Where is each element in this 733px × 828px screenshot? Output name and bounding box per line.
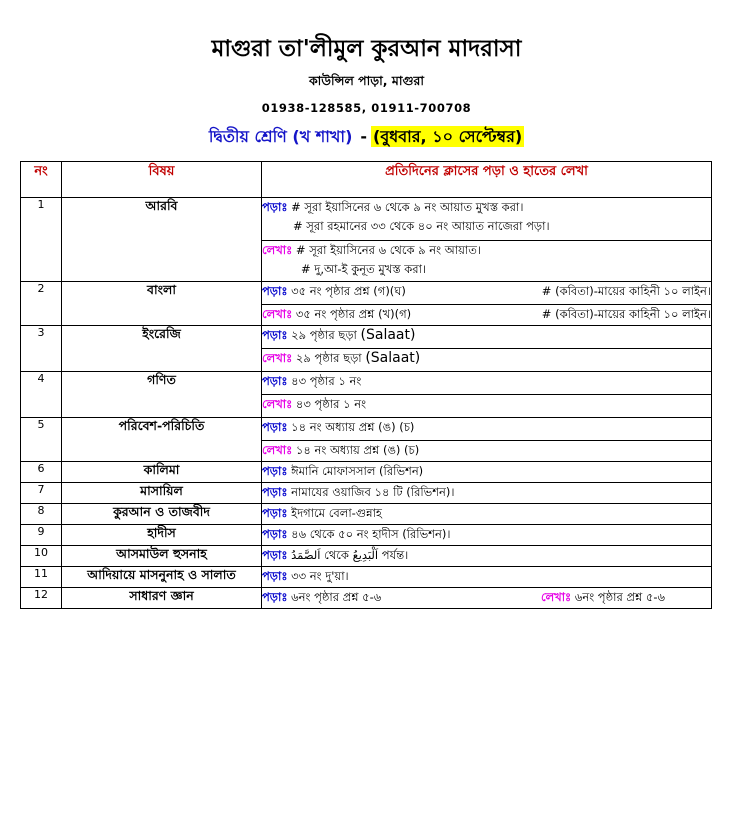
read-text: থেকে — [324, 548, 349, 562]
read-label: পড়াঃ — [262, 569, 288, 583]
table-row — [21, 525, 712, 546]
row-subject: আরবি — [62, 198, 262, 282]
row-subject: কুরআন ও তাজবীদ — [62, 504, 262, 525]
read-label: পড়াঃ — [262, 200, 288, 214]
row-no: 1 — [21, 198, 62, 282]
read-text: ২৯ পৃষ্ঠার ছড়া — [291, 328, 357, 342]
row-no: 9 — [21, 525, 62, 546]
write-text: ৩৫ নং পৃষ্ঠার প্রশ্ন (খ)(গ) — [295, 307, 412, 321]
read-text: ৩৩ নং দু'য়া। — [291, 569, 349, 583]
read-text: নামাযের ওয়াজিব ১৪ টি (রিভিশন)। — [291, 485, 455, 499]
write-label: লেখাঃ — [262, 443, 293, 457]
table-row — [21, 282, 712, 305]
read-label: পড়াঃ — [262, 485, 288, 499]
table-row — [21, 418, 712, 441]
read-label: পড়াঃ — [262, 527, 288, 541]
row-no: 12 — [21, 588, 62, 609]
read-text: ৪৬ থেকে ৫০ নং হাদীস (রিভিশন)। — [291, 527, 451, 541]
read-cell — [262, 282, 712, 305]
read-text: ঈমানি মোফাসসাল (রিভিশন) — [291, 464, 424, 478]
read-text: ৩৫ নং পৃষ্ঠার প্রশ্ন (গ)(ঘ) — [291, 284, 406, 298]
madrasa-address: কাউন্সিল পাড়া, মাগুরা — [308, 73, 425, 88]
write-label: লেখাঃ — [540, 590, 572, 604]
read-label: পড়াঃ — [262, 374, 288, 388]
table-header-row — [21, 162, 712, 198]
read-text: # সূরা রহমানের ৩৩ থেকে ৪০ নং আয়াত নাজেরা পড়া। — [293, 219, 550, 233]
read-cell — [262, 525, 712, 546]
write-cell — [262, 441, 712, 462]
row-subject: সাধারণ জ্ঞান — [62, 588, 262, 609]
read-text: ইদগামে বেলা-গুন্নাহ — [291, 506, 382, 520]
row-subject: পরিবেশ-পরিচিতি — [62, 418, 262, 462]
write-label: লেখাঃ — [262, 243, 293, 257]
row-subject: বাংলা — [62, 282, 262, 326]
table-row — [21, 504, 712, 525]
schedule-subtitle — [0, 124, 733, 151]
row-subject: মাসায়িল — [62, 483, 262, 504]
write-cell — [262, 241, 712, 282]
table-row — [21, 483, 712, 504]
write-cell — [262, 349, 712, 372]
write-text: ২৯ পৃষ্ঠার ছড়া — [295, 351, 362, 365]
write-text: # (কবিতা)-মায়ের কাহিনী ১০ লাইন। — [541, 307, 711, 321]
read-cell — [262, 546, 712, 567]
header-no: নং — [21, 162, 62, 198]
write-label: লেখাঃ — [262, 351, 293, 365]
read-text: # সূরা ইয়াসিনের ৬ থেকে ৯ নং আয়াত মুখস্ত করা। — [291, 200, 524, 214]
write-text: ১৪ নং অধ্যায় প্রশ্ন (ঙ) (চ) — [295, 443, 420, 457]
write-label: লেখাঃ — [262, 307, 293, 321]
header-task: প্রতিদিনের ক্লাসের পড়া ও হাতের লেখা — [262, 162, 712, 198]
write-text: # দু,আ-ই কুনূত মুখস্ত করা। — [301, 262, 427, 276]
read-label: পড়াঃ — [262, 464, 288, 478]
row-no: 10 — [21, 546, 62, 567]
row-subject: গণিত — [62, 372, 262, 418]
read-text: ৪৩ পৃষ্ঠার ১ নং — [291, 374, 362, 388]
row-no: 8 — [21, 504, 62, 525]
madrasa-phones: 01938-128585, 01911-700708 — [261, 101, 472, 115]
row-subject: ইংরেজি — [62, 326, 262, 372]
read-text: পর্যন্ত। — [381, 548, 409, 562]
read-label: পড়াঃ — [262, 590, 288, 604]
day-label: (বুধবার, ১০ সেপ্টেম্বর) — [373, 127, 523, 146]
table-row — [21, 462, 712, 483]
table-row — [21, 546, 712, 567]
row-no: 3 — [21, 326, 62, 372]
read-text: ৬নং পৃষ্ঠার প্রশ্ন ৫-৬ — [291, 590, 382, 604]
read-cell — [262, 504, 712, 525]
header-subject: বিষয় — [62, 162, 262, 198]
read-label: পড়াঃ — [262, 328, 288, 342]
read-text: # (কবিতা)-মায়ের কাহিনী ১০ লাইন। — [541, 284, 711, 298]
table-row — [21, 372, 712, 395]
class-label: দ্বিতীয় শ্রেণি (খ শাখা) — [208, 127, 353, 146]
write-cell — [262, 305, 712, 326]
table-row — [21, 588, 712, 609]
row-no: 5 — [21, 418, 62, 462]
read-label: পড়াঃ — [262, 284, 288, 298]
row-no: 6 — [21, 462, 62, 483]
table-row — [21, 567, 712, 588]
read-label: পড়াঃ — [262, 506, 288, 520]
write-label: লেখাঃ — [262, 397, 293, 411]
write-text: ৪৩ পৃষ্ঠার ১ নং — [295, 397, 367, 411]
write-cell — [262, 395, 712, 418]
row-no: 2 — [21, 282, 62, 326]
row-no: 7 — [21, 483, 62, 504]
row-no: 4 — [21, 372, 62, 418]
schedule-table — [20, 161, 712, 609]
row-no: 11 — [21, 567, 62, 588]
read-label: পড়াঃ — [262, 548, 288, 562]
read-text: ১৪ নং অধ্যায় প্রশ্ন (ঙ) (চ) — [291, 420, 415, 434]
row-subject: কালিমা — [62, 462, 262, 483]
read-text: (Salaat) — [360, 327, 416, 343]
arabic-name-start: اَلصَّمَدُ — [291, 548, 321, 562]
read-cell — [262, 326, 712, 349]
write-text: ৬নং পৃষ্ঠার প্রশ্ন ৫-৬ — [574, 590, 665, 604]
read-cell — [262, 198, 712, 241]
read-cell — [262, 372, 712, 395]
write-text: (Salaat) — [365, 350, 421, 366]
read-label: পড়াঃ — [262, 420, 288, 434]
row-subject: আদিয়ায়ে মাসনুনাহ ও সালাত — [62, 567, 262, 588]
madrasa-title: মাগুরা তা'লীমুল কুরআন মাদরাসা — [211, 36, 522, 62]
read-cell — [262, 483, 712, 504]
subtitle-dash: - — [360, 127, 368, 146]
row-subject: হাদীস — [62, 525, 262, 546]
read-cell — [262, 567, 712, 588]
read-write-cell — [262, 588, 712, 609]
write-text: # সূরা ইয়াসিনের ৬ থেকে ৯ নং আয়াত। — [295, 243, 481, 257]
table-row — [21, 326, 712, 349]
arabic-name-end: اَلْبَدِيعُ — [352, 548, 379, 562]
row-subject: আসমাউল হুসনাহ — [62, 546, 262, 567]
table-row — [21, 198, 712, 241]
read-cell — [262, 462, 712, 483]
read-cell — [262, 418, 712, 441]
